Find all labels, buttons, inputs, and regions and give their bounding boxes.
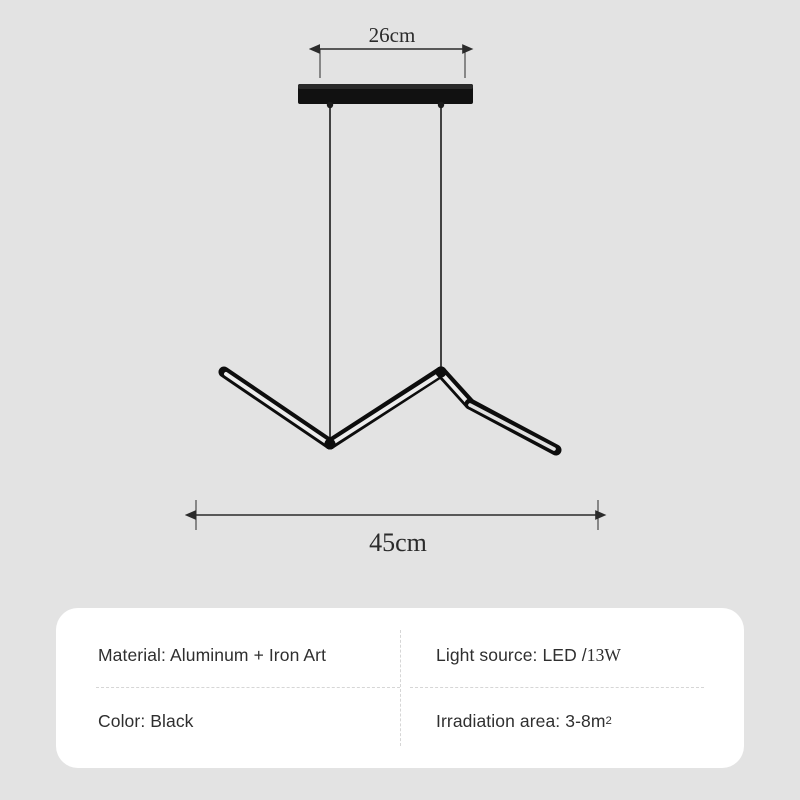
ceiling-canopy <box>298 84 473 104</box>
spec-material-label: Material: Aluminum + Iron Art <box>98 644 327 665</box>
specification-card <box>56 608 744 768</box>
spec-irradiation-unit: 2 <box>605 715 612 727</box>
spec-light-source <box>400 622 704 688</box>
spec-light-source-wattage: 13W <box>586 644 622 665</box>
spec-irradiation-label: Irradiation area: 3-8m <box>436 710 606 731</box>
spec-light-source-label: Light source: LED / <box>436 644 587 665</box>
top-dimension-label: 26cm <box>368 23 416 47</box>
width-dimension-label: 45cm <box>369 528 427 557</box>
spec-color <box>96 688 400 754</box>
suspension-cables <box>327 102 444 444</box>
width-dimension-group <box>196 500 598 557</box>
spec-irradiation-area <box>400 688 704 754</box>
top-dimension-group <box>320 23 465 78</box>
spec-color-label: Color: Black <box>98 710 194 731</box>
lamp-arms <box>224 367 556 451</box>
spec-material <box>96 622 400 688</box>
